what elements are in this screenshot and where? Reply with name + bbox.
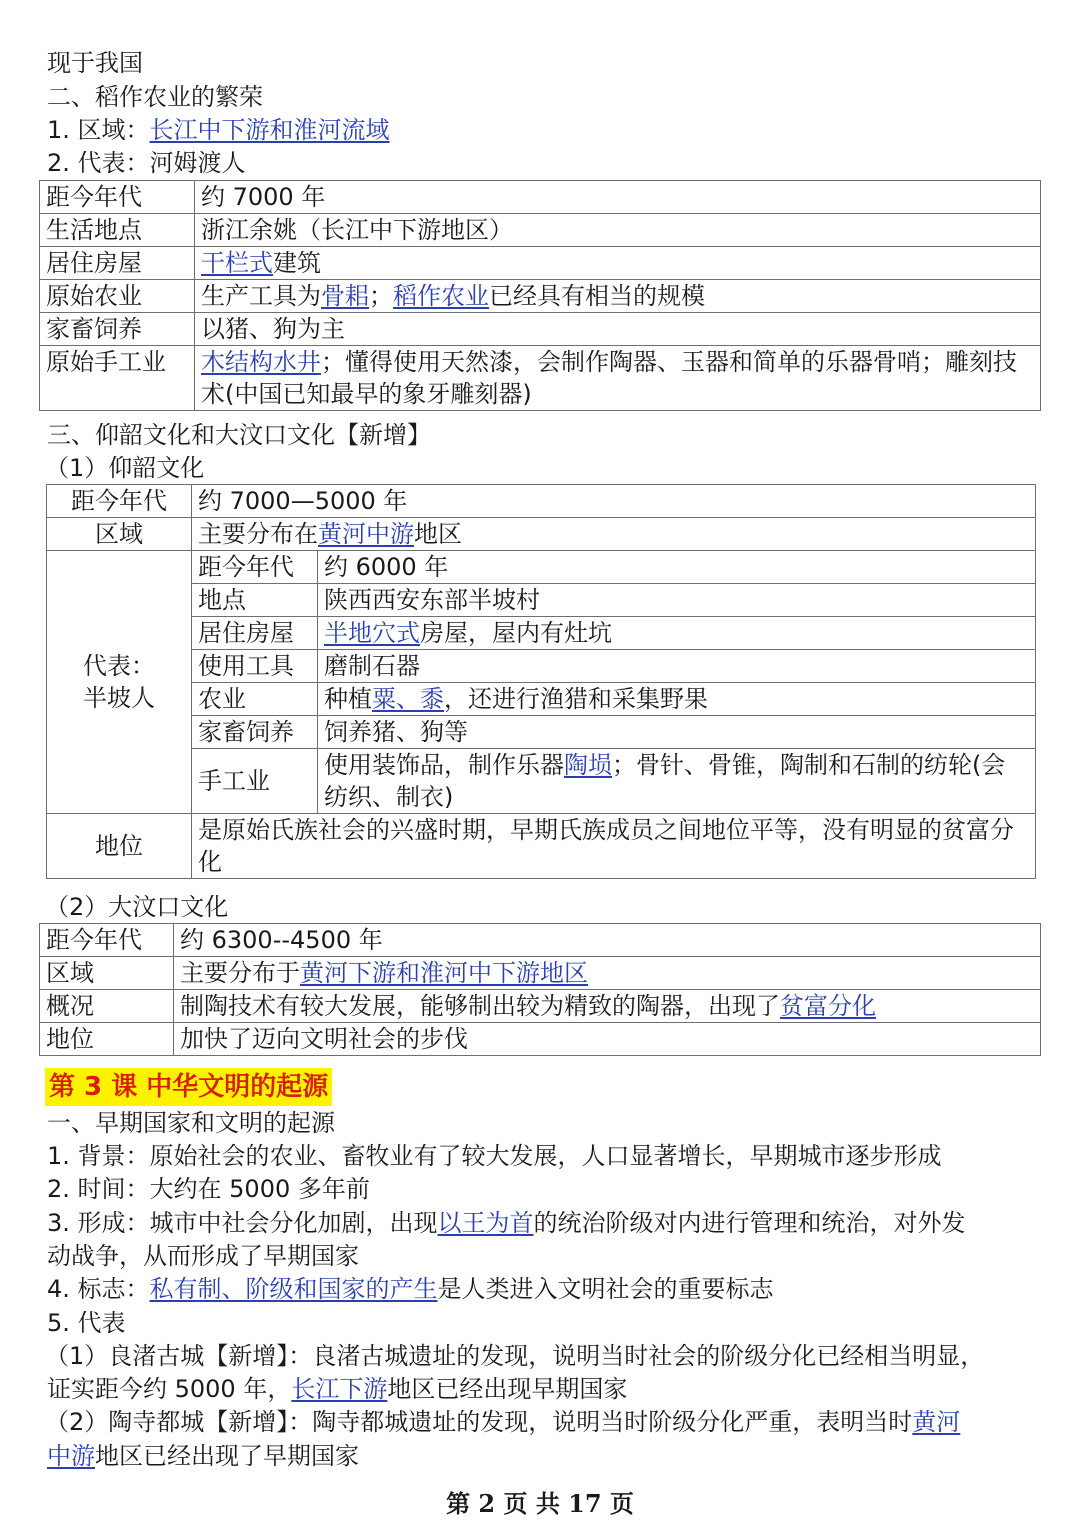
text-run: 加快了迈向文明社会的步伐	[180, 1025, 468, 1053]
underlined-term[interactable]: 稻作农业	[393, 282, 489, 310]
table-row	[40, 313, 1041, 346]
intro-line: 现于我国	[47, 49, 143, 77]
table-row	[40, 990, 1041, 1023]
table-row	[40, 346, 1041, 411]
representative-line: 2. 代表：河姆渡人	[47, 149, 246, 177]
representative-cell: 代表： 半坡人	[47, 551, 192, 814]
table-row	[47, 749, 1036, 814]
text-run: 1. 背景：原始社会的农业、畜牧业有了较大发展，人口显著增长，早期城市逐步形成	[47, 1142, 942, 1170]
text-run: 陕西西安东部半坡村	[324, 586, 540, 614]
underlined-term[interactable]: 以王为首	[437, 1208, 534, 1237]
table-value: 约 7000—5000 年	[192, 485, 1036, 518]
underlined-term[interactable]: 贫富分化	[780, 992, 876, 1020]
text-run: ；懂得使用天然漆，会制作陶器、玉器和简单的乐器骨哨；雕刻技术(中国已知最早的象牙雕刻器)	[201, 348, 1017, 408]
table-value	[318, 650, 1036, 683]
table-key: 农业	[192, 683, 318, 716]
table-row	[47, 551, 1036, 584]
text-run: 建筑	[273, 249, 321, 277]
table-key: 原始农业	[40, 280, 195, 313]
table-value	[174, 957, 1041, 990]
table-key: 家畜饲养	[40, 313, 195, 346]
underlined-term[interactable]: 骨耜	[321, 282, 369, 310]
content-line	[47, 1206, 966, 1240]
table-row	[40, 957, 1041, 990]
content-line	[47, 1372, 627, 1406]
table-key: 地位	[40, 1023, 174, 1056]
text-run: 3. 形成：城市中社会分化加剧，出现	[47, 1208, 438, 1237]
underlined-term[interactable]: 陶埙	[564, 751, 612, 779]
table-row	[47, 584, 1036, 617]
text-run: ；骨针、骨锥，陶制和石制的纺轮(会纺织、制衣)	[324, 751, 1006, 811]
table-key: 地位	[47, 814, 192, 879]
text-run: 地区已经出现了早期国家	[95, 1441, 359, 1470]
table-value	[195, 280, 1041, 313]
table-value	[318, 749, 1036, 814]
text-run: 地区已经出现早期国家	[387, 1375, 628, 1404]
table-row	[47, 683, 1036, 716]
table-key: 原始手工业	[40, 346, 195, 411]
region-prefix: 1. 区域：	[47, 116, 150, 144]
text-run: （1）良渚古城【新增】：良渚古城遗址的发现，说明当时社会的阶级分化已经相当明显，	[45, 1341, 985, 1370]
content-line	[45, 1339, 984, 1373]
content-line	[47, 1172, 370, 1206]
section-3-title: 三、仰韶文化和大汶口文化【新增】	[47, 421, 431, 449]
lesson-title: 第 3 课 中华文明的起源	[45, 1068, 332, 1106]
table-key: 区域	[47, 518, 192, 551]
table-value	[318, 551, 1036, 584]
content-line	[47, 1272, 774, 1306]
dawenkou-table	[39, 923, 1041, 1056]
region-line	[47, 113, 390, 147]
table-value	[174, 924, 1041, 957]
content-line	[47, 1439, 359, 1473]
text-run: ；	[369, 282, 393, 310]
table-value	[195, 247, 1041, 280]
content-line	[45, 1405, 960, 1439]
text-run: 使用装饰品，制作乐器	[324, 751, 564, 779]
table-key: 居住房屋	[192, 617, 318, 650]
region-link[interactable]: 长江中下游和淮河流域	[149, 116, 390, 144]
table-row	[40, 924, 1041, 957]
table-row	[47, 814, 1036, 879]
section-2-title: 二、稻作农业的繁荣	[47, 83, 263, 111]
table-key: 距今年代	[40, 924, 174, 957]
text-run: ，还进行渔猎和采集野果	[444, 685, 708, 713]
hemudu-table	[39, 180, 1041, 411]
underlined-term[interactable]: 黄河中游	[318, 520, 414, 548]
table-value	[195, 346, 1041, 411]
text-run: 已经具有相当的规模	[489, 282, 705, 310]
table-value	[318, 584, 1036, 617]
text-run: 证实距今约 5000 年，	[47, 1375, 292, 1404]
table-key: 地点	[192, 584, 318, 617]
table-key: 距今年代	[192, 551, 318, 584]
table-value	[318, 716, 1036, 749]
text-run: 饲养猪、狗等	[324, 718, 468, 746]
table-row	[40, 214, 1041, 247]
text-run: 约 6000 年	[324, 553, 449, 581]
underlined-term[interactable]: 干栏式	[201, 249, 273, 277]
text-run: 制陶技术有较大发展，能够制出较为精致的陶器，出现了	[180, 992, 780, 1020]
text-run: 以猪、狗为主	[201, 315, 345, 343]
text-run: 4. 标志：	[47, 1275, 150, 1304]
table-value: 是原始氏族社会的兴盛时期，早期氏族成员之间地位平等，没有明显的贫富分化	[192, 814, 1036, 879]
yangshao-table	[46, 484, 1036, 879]
table-key: 距今年代	[47, 485, 192, 518]
table-row	[40, 247, 1041, 280]
table-row	[47, 518, 1036, 551]
text-run: 种植	[324, 685, 372, 713]
text-run: 浙江余姚（长江中下游地区）	[201, 216, 513, 244]
underlined-term[interactable]: 长江下游	[291, 1375, 388, 1404]
text-run: 约 7000 年	[201, 183, 326, 211]
underlined-term[interactable]: 粟、黍	[372, 685, 444, 713]
text-run: 5. 代表	[47, 1308, 126, 1337]
text-run: 主要分布在	[198, 520, 318, 548]
table-row	[47, 650, 1036, 683]
content-line	[47, 1139, 942, 1173]
text-run: 生产工具为	[201, 282, 321, 310]
text-run: 地区	[414, 520, 462, 548]
table-key: 居住房屋	[40, 247, 195, 280]
underlined-term[interactable]: 黄河下游和淮河中下游地区	[300, 959, 588, 987]
underlined-term[interactable]: 半地穴式	[324, 619, 420, 647]
table-row	[47, 716, 1036, 749]
text-run: 是人类进入文明社会的重要标志	[437, 1275, 774, 1304]
text-run: 的统治阶级对内进行管理和统治，对外发	[533, 1208, 966, 1237]
text-run: （2）陶寺都城【新增】：陶寺都城遗址的发现，说明当时阶级分化严重，表明当时	[45, 1408, 913, 1437]
text-run: 动战争，从而形成了早期国家	[47, 1241, 359, 1270]
table-key: 使用工具	[192, 650, 318, 683]
table-key: 概况	[40, 990, 174, 1023]
table-value	[174, 990, 1041, 1023]
table-value	[174, 1023, 1041, 1056]
underlined-term[interactable]: 木结构水井	[201, 348, 321, 376]
underlined-term[interactable]: 黄河	[912, 1408, 961, 1437]
text-run: 磨制石器	[324, 652, 420, 680]
content-line	[47, 1306, 126, 1340]
text-run: 房屋，屋内有灶坑	[420, 619, 612, 647]
table-key: 手工业	[192, 749, 318, 814]
underlined-term[interactable]: 中游	[47, 1441, 95, 1470]
text-run: 主要分布于	[180, 959, 300, 987]
table-row	[40, 1023, 1041, 1056]
table-key: 距今年代	[40, 181, 195, 214]
table-value	[195, 313, 1041, 346]
table-value	[318, 683, 1036, 716]
table-value	[318, 617, 1036, 650]
table-key: 区域	[40, 957, 174, 990]
table-row	[47, 485, 1036, 518]
page-footer: 第 2 页 共 17 页	[446, 1489, 634, 1518]
yangshao-subtitle: （1）仰韶文化	[45, 454, 205, 482]
table-value	[195, 214, 1041, 247]
table-row	[40, 181, 1041, 214]
table-row	[40, 280, 1041, 313]
dawenkou-subtitle: （2）大汶口文化	[45, 893, 229, 921]
table-value	[195, 181, 1041, 214]
content-line	[47, 1239, 359, 1273]
text-run: 2. 时间：大约在 5000 多年前	[47, 1175, 370, 1204]
table-value	[192, 518, 1036, 551]
table-row	[47, 617, 1036, 650]
text-run: 约 6300--4500 年	[180, 926, 383, 954]
table-key: 家畜饲养	[192, 716, 318, 749]
lesson-section-title: 一、早期国家和文明的起源	[47, 1109, 335, 1137]
table-key: 生活地点	[40, 214, 195, 247]
underlined-term[interactable]: 私有制、阶级和国家的产生	[149, 1275, 438, 1304]
